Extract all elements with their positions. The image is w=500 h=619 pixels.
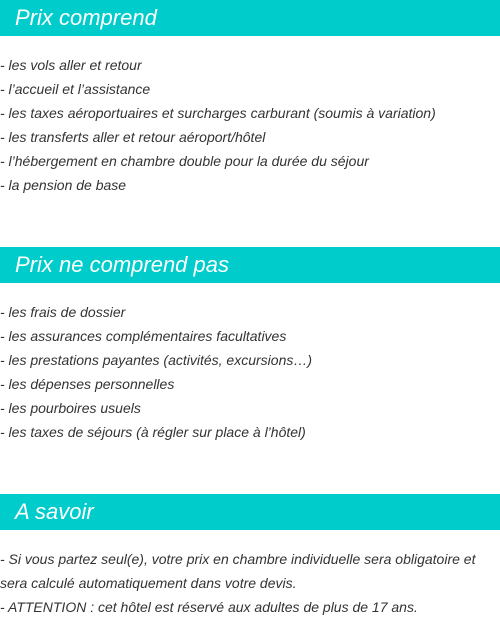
- list-item: - l’hébergement en chambre double pour la durée du séjour: [0, 153, 369, 169]
- list-item: - les assurances complémentaires facultatives: [0, 328, 287, 344]
- excluded-section: [0, 247, 500, 444]
- included-list: [0, 53, 500, 197]
- list-item: - les taxes de séjours (à régler sur place à l’hôtel): [0, 424, 306, 440]
- info-content: [0, 547, 500, 619]
- info-section: [0, 494, 500, 619]
- list-item: - la pension de base: [0, 177, 127, 193]
- list-item: - les vols aller et retour: [0, 57, 142, 73]
- included-section: [0, 0, 500, 197]
- included-title: Prix comprend: [0, 0, 500, 36]
- excluded-title: Prix ne comprend pas: [0, 247, 500, 283]
- list-item: - les pourboires usuels: [0, 400, 141, 416]
- list-item: - les taxes aéroportuaires et surcharges carburant (soumis à variation): [0, 105, 436, 121]
- list-item: - les frais de dossier: [0, 304, 126, 320]
- list-item: - les dépenses personnelles: [0, 376, 175, 392]
- list-item: - l’accueil et l’assistance: [0, 81, 151, 97]
- list-item: - les transferts aller et retour aéroport/hôtel: [0, 129, 266, 145]
- excluded-list: [0, 300, 500, 444]
- info-title: A savoir: [0, 494, 500, 530]
- info-paragraph: - ATTENTION : cet hôtel est réservé aux adultes de plus de 17 ans.: [0, 599, 418, 615]
- list-item: - les prestations payantes (activités, excursions…): [0, 352, 313, 368]
- info-paragraph: - Si vous partez seul(e), votre prix en chambre individuelle sera obligatoire et sera calculé automatiquement dans votre devis.: [0, 551, 476, 591]
